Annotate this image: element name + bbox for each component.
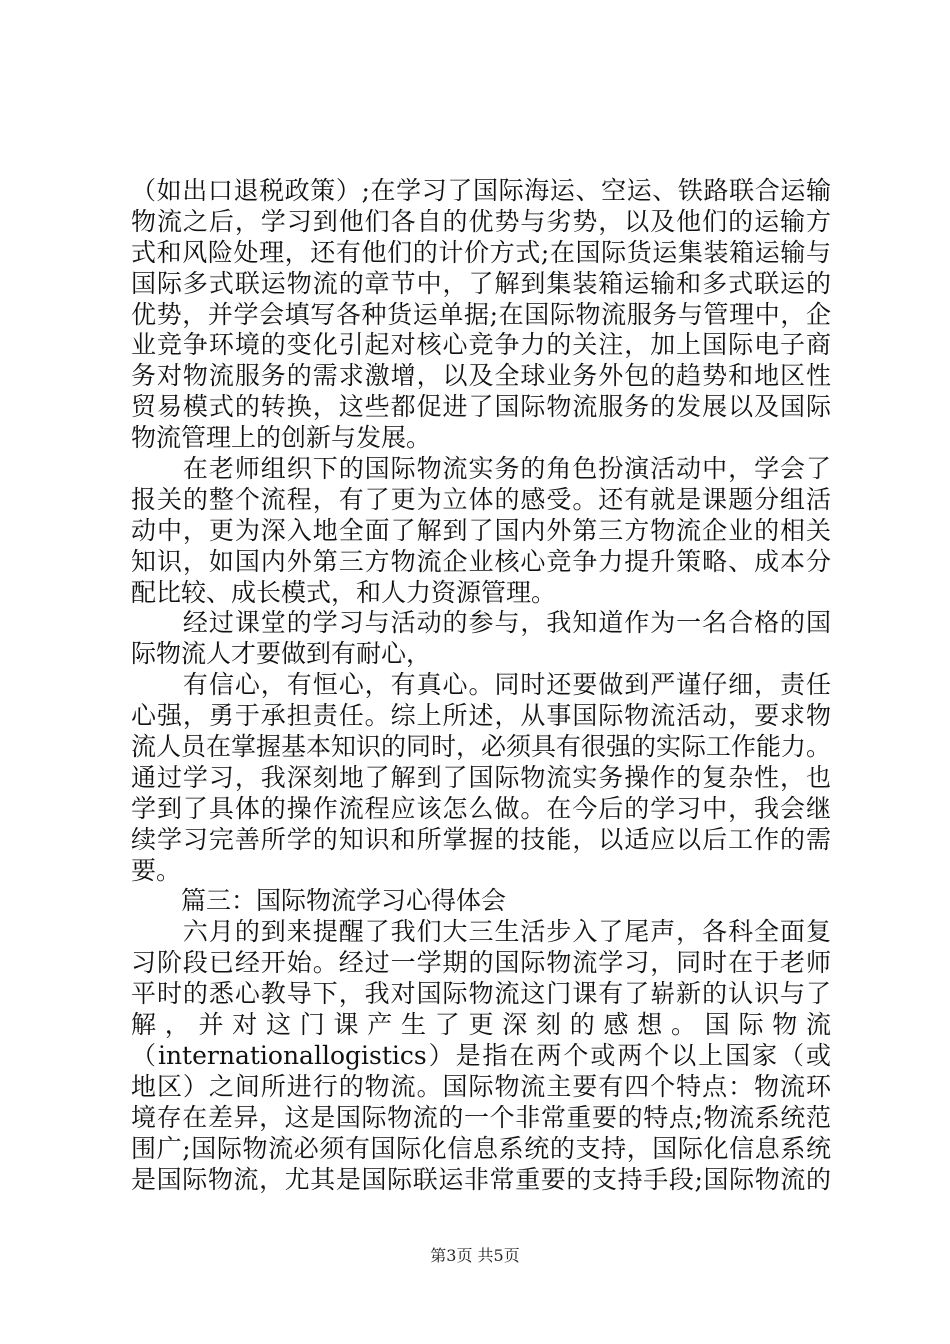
text-line: 流人员在掌握基本知识的同时，必须具有很强的实际工作能力。: [131, 732, 831, 762]
text-line: 物流管理上的创新与发展。: [131, 423, 432, 453]
text-line: 知识，如国内外第三方物流企业核心竞争力提升策略、成本分: [131, 546, 831, 576]
text-line: 报关的整个流程，有了更为立体的感受。还有就是课题分组活: [131, 484, 831, 514]
text-line: 通过学习，我深刻地了解到了国际物流实务操作的复杂性，也: [131, 762, 831, 792]
text-line: 配比较、成长模式，和人力资源管理。: [131, 577, 557, 607]
text-line: 学到了具体的操作流程应该怎么做。在今后的学习中，我会继: [131, 793, 831, 823]
text-line: 优势，并学会填写各种货运单据;在国际物流服务与管理中，企: [131, 299, 831, 329]
page-footer: 第3页 共5页: [430, 1246, 520, 1265]
text-line: （internationallogistics）是指在两个或两个以上国家（或: [131, 1040, 831, 1070]
text-line: 围广;国际物流必须有国际化信息系统的支持，国际化信息系统: [131, 1133, 831, 1163]
text-line: 物流之后，学习到他们各自的优势与劣势，以及他们的运输方: [131, 206, 831, 236]
text-line: 贸易模式的转换，这些都促进了国际物流服务的发展以及国际: [131, 392, 831, 422]
body-text: [131, 176, 831, 1195]
text-line: 地区）之间所进行的物流。国际物流主要有四个特点：物流环: [131, 1071, 831, 1101]
text-line: 式和风险处理，还有他们的计价方式;在国际货运集装箱运输与: [131, 237, 831, 267]
text-line: 务对物流服务的需求激增，以及全球业务外包的趋势和地区性: [131, 361, 831, 391]
text-line: 经过课堂的学习与活动的参与，我知道作为一名合格的国: [131, 608, 831, 638]
text-line: 国际多式联运物流的章节中，了解到集装箱运输和多式联运的: [131, 268, 831, 298]
text-line: 境存在差异，这是国际物流的一个非常重要的特点;物流系统范: [131, 1102, 831, 1132]
text-line: 际物流人才要做到有耐心，: [131, 639, 432, 669]
text-line: 平时的悉心教导下，我对国际物流这门课有了崭新的认识与了: [131, 979, 831, 1009]
text-line: 心强，勇于承担责任。综上所述，从事国际物流活动，要求物: [131, 701, 831, 731]
text-line: 六月的到来提醒了我们大三生活步入了尾声，各科全面复: [131, 917, 831, 947]
text-line: 续学习完善所学的知识和所掌握的技能，以适应以后工作的需: [131, 824, 831, 854]
text-line: 在老师组织下的国际物流实务的角色扮演活动中，学会了: [131, 454, 831, 484]
text-line: 有信心，有恒心，有真心。同时还要做到严谨仔细，责任: [131, 670, 831, 700]
section-heading: 篇三：国际物流学习心得体会: [131, 886, 507, 916]
text-line: 习阶段已经开始。经过一学期的国际物流学习，同时在于老师: [131, 948, 831, 978]
text-line: 解，并对这门课产生了更深刻的感想。国际物流: [131, 1010, 831, 1040]
text-line: 要。: [131, 855, 182, 885]
text-line: （如出口退税政策）;在学习了国际海运、空运、铁路联合运输: [131, 176, 831, 205]
text-line: 动中，更为深入地全面了解到了国内外第三方物流企业的相关: [131, 515, 831, 545]
text-line: 是国际物流，尤其是国际联运非常重要的支持手段;国际物流的: [131, 1164, 831, 1194]
text-line: 业竞争环境的变化引起对核心竞争力的关注，加上国际电子商: [131, 330, 831, 360]
